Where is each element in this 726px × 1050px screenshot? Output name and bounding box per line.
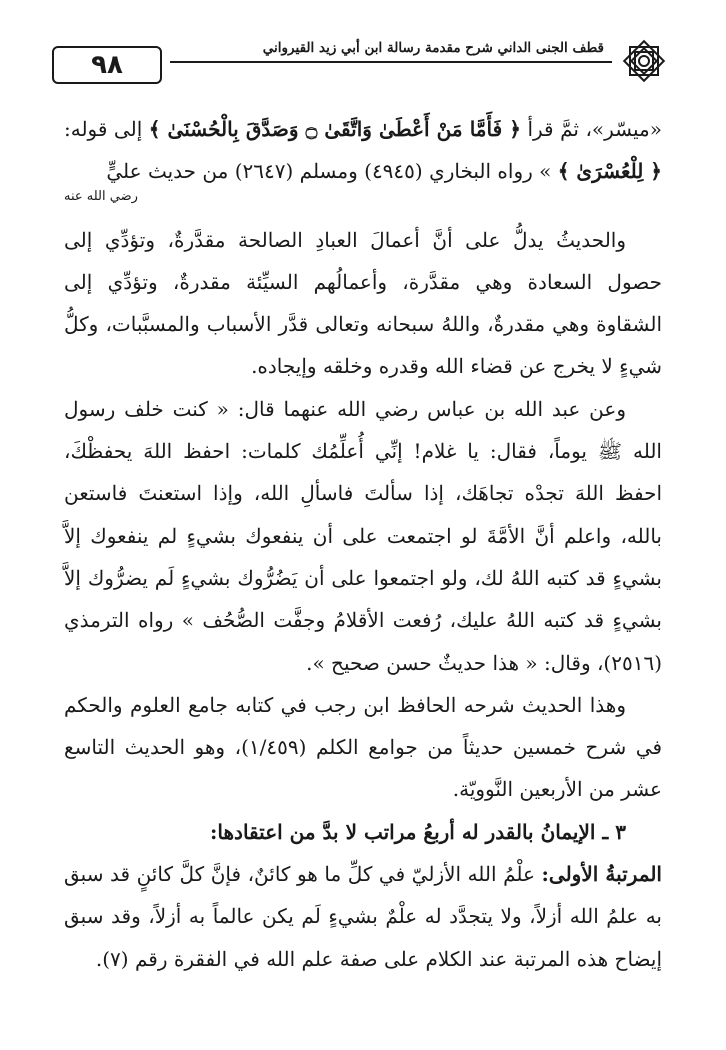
page-header <box>52 30 672 90</box>
paragraph-3: وعن عبد الله بن عباس رضي الله عنهما قال: « كنت خلف رسول الله ﷺ يوماً، فقال: يا غلام! إنِّي أُعلِّمُك كلمات: احفظ اللهَ يحفظْكَ، احفظ اللهَ تجدْه تجاهَك، إذا سألتَ فاسألِ الله، وإذا استعنتَ فاستعن بالله، واعلم أنَّ الأمَّةَ لو اجتمعت على أن ينفعوك بشيءٍ لم ينفعوك إلاَّ بشيءٍ قد كتبه اللهُ لك، ولو اجتمعوا على أن يَضُرُّوك بشيءٍ لَم يضرُّوك إلاَّ بشيءٍ قد كتبه اللهُ عليك، رُفعت الأقلامُ وجفَّت الصُّحُف » رواه الترمذي (٢٥١٦)، وقال: « هذا حديثٌ حسن صحيح ». <box>64 396 662 675</box>
book-title: قطف الجنى الداني شرح مقدمة رسالة ابن أبي زيد القيرواني <box>262 40 604 56</box>
paragraph-5: ٣ ـ الإيمانُ بالقدر له أربعُ مراتب لا بدَّ من اعتقادها: <box>210 819 626 844</box>
octagram-ornament-icon <box>616 36 672 86</box>
p1-mid: إلى قوله: <box>64 117 143 141</box>
paragraph-6 <box>64 853 662 980</box>
paragraph-2: والحديثُ يدلُّ على أنَّ أعمالَ العبادِ الصالحة مقدَّرةٌ، وتؤدِّي إلى حصول السعادة وهي مقدَّرة، وأعمالُهم السيِّئة مقدرةٌ، وتؤدِّي إلى الشقاوة وهي مقدرةٌ، واللهُ سبحانه وتعالى قدَّر الأسباب والمسبَّبات، وكلُّ شيءٍ لا يخرج عن قضاء الله وقدره وخلقه وإيجاده. <box>64 227 662 379</box>
honorific: رضي الله عنه <box>64 188 138 204</box>
rank-label: المرتبةُ الأولى: <box>541 862 662 887</box>
page-number: ٩٨ <box>52 46 162 84</box>
quran-verse-2: ﴿ لِلْعُسْرَىٰ ﴾ <box>557 159 662 184</box>
quran-verse: ﴿ فَأَمَّا مَنْ أَعْطَىٰ وَاتَّقَىٰ ۝ وَصَدَّقَ بِالْحُسْنَىٰ ﴾ <box>148 117 521 141</box>
paragraph-1 <box>64 108 662 207</box>
rank-text: علْمُ الله الأزليّ في كلِّ ما هو كائنٌ، فإنَّ كلَّ كائنٍ قد سبق به علمُ الله أزلاً، ولا يتجدَّد له علْمٌ بشيءٍ لَم يكن عالماً به أزلاً، وقد سبق إيضاح هذه المرتبة عند الكلام على صفة علم الله في الفقرة رقم (٧). <box>64 862 662 971</box>
p1-prefix: «ميسّر»، ثمَّ قرأ <box>527 117 663 141</box>
header-rule <box>170 61 612 63</box>
paragraph-4: وهذا الحديث شرحه الحافظ ابن رجب في كتابه جامع العلوم والحكم في شرح خمسين حديثاً من جوامع الكلم (١/٤٥٩)، وهو الحديث التاسع عشر من الأربعين النَّوويّة. <box>64 692 662 802</box>
p1-suffix: » رواه البخاري (٤٩٤٥) ومسلم (٢٦٤٧) من حديث عليٍّ <box>106 159 552 184</box>
body-text <box>64 108 662 980</box>
